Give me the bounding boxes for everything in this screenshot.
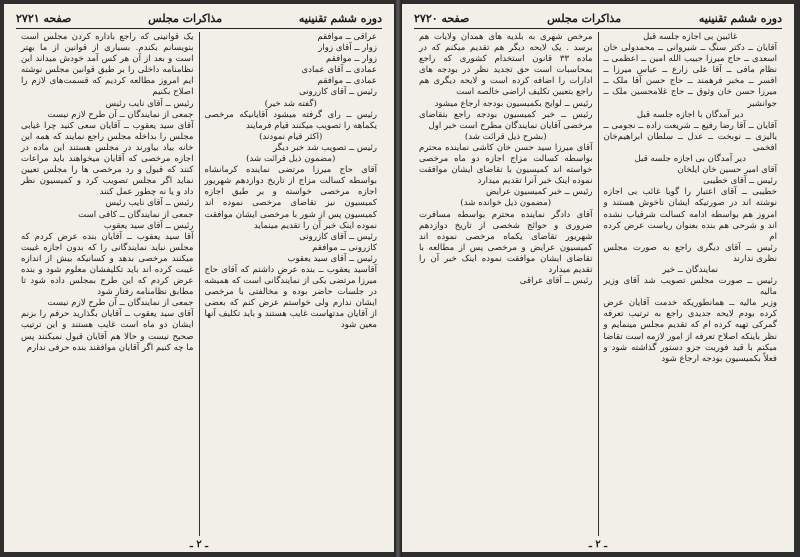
book-gutter <box>394 0 402 557</box>
right-page-column-left <box>414 32 598 536</box>
paragraph: رئیس ــ آقای سید یعقوب <box>287 253 377 264</box>
column-divider <box>199 32 200 536</box>
paragraph: (اکثر قیام نمودند) <box>259 131 323 142</box>
journal-title: مذاکرات مجلس <box>148 11 223 25</box>
column-divider <box>598 32 599 536</box>
paragraph: (مضمون ذیل خوانده شد) <box>460 198 552 209</box>
page-footer-number: ـ ۲ ـ <box>588 539 608 550</box>
right-page <box>402 4 794 552</box>
paragraph: غائبین بی اجازه جلسه قبل <box>643 32 738 42</box>
paragraph: نمایندگان ــ خیر <box>662 264 719 275</box>
paragraph: خطیبی ــ آقای اعتبار را گویا غائب بی اجازه نوشته اند در صورتیکه ایشان ناخوش هستند و امروز هم بواسطه ادامه کسالت شرفیاب نشده اند و شرحی هم بنده بعنوان ریاست عرض کرده ام <box>603 187 777 242</box>
paragraph: عمادی ــ آقای عمادی <box>301 65 377 76</box>
paragraph: (مضمون ذیل قرائت شد) <box>246 154 336 165</box>
paragraph: رئیس ــ خبر کمیسیون بودجه راجع بتقاضای مرخصی آقایان نمایندگان مطرح است خبر اول <box>419 109 593 131</box>
paragraph: (بشرح ذیل قرائت شد) <box>464 131 547 142</box>
paragraph: کازرونی ــ موافقم <box>312 242 377 253</box>
paragraph: رئیس ــ آقای کازرونی <box>299 87 377 98</box>
paragraph: عمادی ــ موافقم <box>317 76 377 87</box>
paragraph: رئیس ــ آقای عراقی <box>519 276 593 287</box>
paragraph: رئیس ــ تصویب شد خبر دیگر <box>273 142 377 153</box>
paragraph: عراقی ــ موافقم <box>317 32 377 42</box>
paragraph: رئیس ــ آقای خطیبی <box>703 176 777 187</box>
paragraph: آقای سید یعقوب ــ آقایان بگذارید حرفم را بزنم ایشان دو ماه است غایب هستند و این ترتیب صحیح نیست و حالا هم آقایان قبول نمیکنند پس ما چه کنیم اگر آقایان موافقند بنده حرفی ندارم <box>21 309 194 353</box>
paragraph: رئیس ــ آقای نایب رئیس <box>105 98 194 109</box>
paragraph: آقای امیر حسین خان ایلخان <box>677 165 777 176</box>
paragraph: رئیس ــ لوایح بکمیسیون بودجه ارجاع میشود <box>434 98 593 109</box>
paragraph: زوار ــ آقای زوار <box>318 43 377 54</box>
paragraph: مرخص شهری به بلدیه های همدان ولایات هم برسد . یک لایحه دیگر هم تقدیم میکنم که در ماده ۳۳ قانون استخدام کشوری که راجع بمحاسبات است حق تجدید نظر در بودجه های ادارات را اضافه کرده است و لایحه دیگری هم راجع بتعیین تکلیف اراضی خالصه است <box>419 32 593 98</box>
paragraph: رئیس ــ آقای دیگری راجع به صورت مجلس نظری ندارند <box>603 242 777 264</box>
paragraph: آقای میرزا سید حسن خان کاشی نماینده محترم بواسطه کسالت مزاج اجازه دو ماه مرخصی خواسته اند کمیسیون با تقاضای ایشان موافقت نموده اینک خبر آنرا تقدیم میدارد <box>419 142 593 187</box>
paragraph: دیر آمدگان با اجازه جلسه قبل <box>636 109 744 120</box>
paragraph: رئیس ــ صورت مجلس تصویب شد آقای وزیر مالیه <box>603 276 777 298</box>
left-page-header <box>16 10 382 29</box>
right-page-columns <box>414 32 782 536</box>
paragraph: (گفته شد خیر) <box>264 98 317 109</box>
paragraph: آقایان ــ آقا رضا رفیع ــ شریعت زاده ــ نجومی ــ یالیزی ــ نوبخت ــ عدل ــ سلطان ابراهیم‌خان افخمی <box>603 120 777 153</box>
paragraph: رئیس ــ آقای کازرونی <box>299 231 377 242</box>
paragraph: رئیس ــ رای گرفته میشود آقایانیکه مرخصی یکماهه را تصویب میکنند قیام فرمایند <box>204 109 377 131</box>
paragraph: آقاسید یعقوب ــ بنده عرض داشتم که آقای حاج میرزا مرتضی یکی از نمایندگانی است که همیشه در جلسات حاضر بوده و مخالفتی با مرخصی ایشان ندارم ولی خواستم عرض کنم که بعضی از آقایان مدتهاست غایب هستند و باید تکلیف آنها معین شود <box>204 264 377 331</box>
period-label: دوره ششم تقنینیه <box>698 11 782 25</box>
page-number-label: صفحه ۲۷۲۰ <box>414 11 470 25</box>
paragraph: زوار ــ موافقم <box>326 54 377 65</box>
left-page-column-left <box>16 32 199 536</box>
page-footer-number: ـ ۲ ـ <box>189 539 209 550</box>
right-page-column-right <box>599 32 783 536</box>
paragraph: رئیس ــ آقای نایب رئیس <box>105 198 194 209</box>
left-page <box>4 4 394 552</box>
journal-title: مذاکرات مجلس <box>547 11 622 25</box>
left-page-column-right <box>200 32 383 536</box>
paragraph: آقا سید یعقوب ــ آقایان بنده عرض کردم که مجلس نباید نمایندگانی را که بدون اجازه غیبت میکنند مرخصی بدهد و کسانیکه بیش از اندازه غیبت کرده اند باید تکلیفشان معلوم شود و بنده عرض کردم که این طرح بمجلس داده شود تا مطابق نظامنامه رفتار شود <box>21 231 194 298</box>
paragraph: آقایان ــ دکتر سنگ ــ شیروانی ــ محمدولی خان اسعدی ــ حاج میرزا حبیب الله امین ــ اعظمی ــ نظام مافی ــ آقا علی زارع ــ عباس میرزا ــ افسر ــ مخبر فرهمند ــ حاج حسن آقا ملک ــ میرزا حسن خان وثوق ــ حاج غلامحسین ملک ــ جوانشیر <box>603 43 777 109</box>
paragraph: جمعی از نمایندگان ــ آن طرح لازم نیست <box>47 298 194 309</box>
paragraph: آقای دادگر نماینده محترم بواسطه مسافرت ضروری و حوائج شخصی از تاریخ دوازدهم شهریور تقاضای یکماه مرخصی نموده اند کمیسیون عرایض و مرخصی پس از مطالعه با تقاضای ایشان موافقت نموده اینک خبر آن را تقدیم میدارد <box>419 209 593 275</box>
paragraph: یک قوانینی که راجع باداره کردن مجلس است بنویسانم بکندم. بسیاری از قوانین از ما بهتر است و بعد از آن هر کس آمد خودش میداند این نظامنامه داخلی را بر طبق قوانین مجلس نوشته ایم امروز مطالعه کردیم که قسمت‌های لازم را اصلاح بکنیم <box>21 32 194 98</box>
paragraph: وزیر مالیه ــ همانطوریکه خدمت آقایان عرض کرده بودم لایحه جدیدی راجع به ترتیب تعرفه گمرکی تهیه کرده ام که تقدیم مجلس مینمایم و نظر باینکه اصلاح تعرفه از امور لازمه است تقاضا میکنم با قید فوریت جزو دستور گذاشته شود و فعلاً بکمیسیون بودجه ارجاع شود <box>603 298 777 364</box>
paragraph: آقای سید یعقوب ــ آقایان سعی کنید چرا غیابی مجلس را بداخله مجلس راجع نمایند که همه این خانه بیاد بیاورند در مجلس هستند این ماده در اجازه مرخصی که آقایان میخواهند باید مراعات کنند که قبول و رد مرخصی ها را مجلس تعیین نماید اگر مجلس تصویب کرد و کمیسیون نظر داد و یا نه چطور عمل کنند <box>21 120 194 198</box>
page-number-label: صفحه ۲۷۲۱ <box>16 11 72 25</box>
right-page-header <box>414 10 782 29</box>
left-page-columns <box>16 32 382 536</box>
period-label: دوره ششم تقنینیه <box>298 11 382 25</box>
paragraph: جمعی از نمایندگان ــ کافی است <box>78 209 194 220</box>
paragraph: رئیس ــ آقای سید یعقوب <box>103 220 194 231</box>
paragraph: آقای حاج میرزا مرتضی نماینده کرمانشاه بواسطه کسالت مزاج از تاریخ دوازدهم شهریور اجازه مرخصی خواسته و بر طبق اجازه کمیسیون نیز تقاضای مرخصی نموده اند کمیسیون پس از شور با مرخصی ایشان موافقت نموده اینک خبر آن را تقدیم مینماید <box>204 165 377 231</box>
paragraph: دیر آمدگان بی اجازه جلسه قبل <box>634 154 746 165</box>
paragraph: رئیس ــ خبر کمیسیون عرایض <box>485 187 593 198</box>
paragraph: جمعی از نمایندگان ــ آن طرح لازم نیست <box>47 109 194 120</box>
